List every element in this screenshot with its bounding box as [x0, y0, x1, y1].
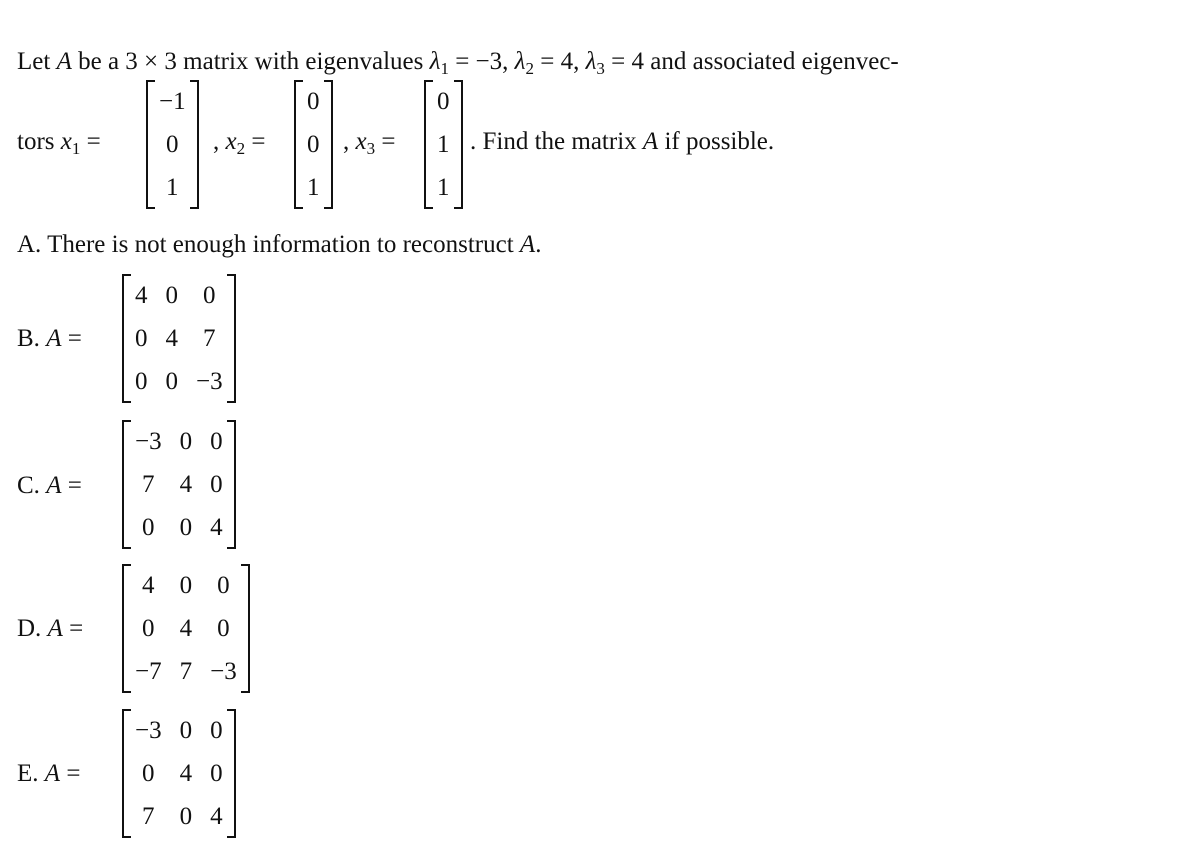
- text-segment: A: [47, 615, 63, 642]
- matrix-entry: 4: [142, 572, 155, 599]
- matrix-row: [150, 166, 195, 209]
- matrix-entry: 0: [179, 514, 193, 541]
- matrix-row: [428, 166, 459, 209]
- text-segment: 2: [236, 139, 246, 158]
- option-c-matrix: [122, 420, 236, 549]
- x3-label: [343, 128, 395, 156]
- matrix-row: [150, 80, 195, 123]
- matrix-row: [126, 752, 232, 795]
- matrix-entry: 0: [437, 88, 450, 115]
- matrix-entry: 0: [217, 572, 230, 599]
- eigenvector-x3: [424, 80, 463, 209]
- text-segment: A. There is not enough information to reconstruct: [17, 231, 520, 258]
- option-a[interactable]: [17, 230, 541, 260]
- text-segment: . Find the matrix: [470, 128, 643, 155]
- matrix-entry: 0: [210, 760, 223, 787]
- text-segment: =: [80, 128, 101, 155]
- matrix-row: [126, 274, 232, 317]
- text-segment: x: [60, 128, 72, 155]
- matrix-entry: 1: [437, 174, 450, 201]
- text-segment: λ: [429, 48, 441, 75]
- text-segment: 1: [71, 139, 81, 158]
- option-d-label[interactable]: [17, 615, 83, 643]
- matrix-entry: 7: [142, 803, 155, 830]
- text-segment: λ: [514, 48, 526, 75]
- text-segment: A: [46, 472, 62, 499]
- matrix-entry: 0: [307, 88, 320, 115]
- text-segment: =: [61, 325, 82, 352]
- matrix-entry: 0: [142, 615, 155, 642]
- matrix-entry: −3: [210, 658, 237, 685]
- matrix-entry: 1: [437, 131, 450, 158]
- matrix-entry: 1: [307, 174, 320, 201]
- matrix-entry: 0: [210, 428, 223, 455]
- text-segment: x: [355, 128, 367, 155]
- text-segment: A: [56, 48, 72, 75]
- matrix-entry: 7: [179, 658, 193, 685]
- text-segment: =: [245, 128, 266, 155]
- text-segment: =: [62, 615, 84, 642]
- matrix-entry: 7: [203, 325, 216, 352]
- matrix-entry: 0: [203, 282, 216, 309]
- matrix-row: [126, 420, 232, 463]
- text-segment: ,: [213, 128, 226, 155]
- matrix-entry: 0: [165, 282, 178, 309]
- matrix-entry: 0: [142, 760, 155, 787]
- text-segment: A: [642, 128, 659, 155]
- matrix-entry: 0: [165, 368, 178, 395]
- text-segment: ,: [343, 128, 356, 155]
- matrix-entry: 4: [210, 803, 223, 830]
- matrix-row: [126, 564, 246, 607]
- matrix-row: [126, 795, 232, 838]
- matrix-entry: 4: [179, 760, 193, 787]
- question-text: [17, 47, 899, 77]
- matrix-entry: 4: [210, 514, 223, 541]
- matrix-entry: 4: [179, 471, 193, 498]
- text-segment: = 4 and associated eigenvec-: [604, 48, 899, 75]
- text-segment: = 4,: [533, 48, 586, 75]
- matrix-entry: 0: [135, 325, 148, 352]
- matrix-entry: 4: [179, 615, 193, 642]
- matrix-row: [126, 650, 246, 693]
- option-b-label[interactable]: [17, 325, 82, 353]
- matrix-entry: 0: [179, 572, 193, 599]
- text-segment: =: [61, 472, 82, 499]
- matrix-entry: 0: [210, 471, 223, 498]
- matrix-row: [126, 709, 232, 752]
- matrix-entry: −3: [135, 717, 162, 744]
- text-segment: tors: [17, 128, 61, 155]
- matrix-entry: 0: [217, 615, 230, 642]
- matrix-entry: −3: [196, 368, 223, 395]
- text-segment: .: [535, 231, 542, 258]
- matrix-entry: 4: [165, 325, 178, 352]
- matrix-entry: 1: [166, 174, 179, 201]
- x2-label: [213, 128, 265, 156]
- matrix-row: [428, 123, 459, 166]
- eigenvector-x1: [146, 80, 199, 209]
- text-segment: 3: [366, 139, 376, 158]
- matrix-row: [126, 317, 232, 360]
- matrix-entry: −1: [159, 88, 186, 115]
- matrix-row: [298, 80, 329, 123]
- text-segment: B.: [17, 325, 47, 352]
- text-segment: = −3,: [448, 48, 515, 75]
- text-segment: if possible.: [658, 128, 775, 155]
- text-segment: C.: [17, 472, 47, 499]
- matrix-entry: 4: [135, 282, 148, 309]
- matrix-entry: 0: [166, 131, 179, 158]
- matrix-entry: 0: [210, 717, 223, 744]
- text-segment: A: [44, 760, 61, 787]
- text-segment: E.: [17, 760, 45, 787]
- matrix-entry: 0: [179, 717, 193, 744]
- matrix-entry: 0: [142, 514, 155, 541]
- x1-label: [17, 128, 101, 156]
- matrix-row: [126, 506, 232, 549]
- text-segment: be a 3 × 3 matrix with eigenvalues: [71, 48, 430, 75]
- matrix-row: [126, 360, 232, 403]
- option-e-label[interactable]: [17, 760, 80, 788]
- text-segment: 2: [525, 59, 534, 78]
- matrix-entry: 7: [142, 471, 155, 498]
- text-segment: A: [46, 325, 62, 352]
- matrix-row: [428, 80, 459, 123]
- matrix-row: [298, 166, 329, 209]
- eigenvector-x2: [294, 80, 333, 209]
- option-e-matrix: [122, 709, 236, 838]
- matrix-row: [298, 123, 329, 166]
- option-c-label[interactable]: [17, 472, 82, 500]
- matrix-row: [126, 607, 246, 650]
- text-segment: Let: [17, 48, 57, 75]
- text-segment: A: [519, 231, 536, 258]
- option-d-matrix: [122, 564, 250, 693]
- matrix-entry: 0: [307, 131, 320, 158]
- text-segment: D.: [17, 615, 48, 642]
- matrix-row: [126, 463, 232, 506]
- text-segment: x: [225, 128, 237, 155]
- text-segment: =: [60, 760, 81, 787]
- matrix-entry: 0: [179, 803, 193, 830]
- text-segment: =: [375, 128, 396, 155]
- matrix-entry: −7: [135, 658, 162, 685]
- option-b-matrix: [122, 274, 236, 403]
- text-segment: 1: [440, 59, 449, 78]
- matrix-entry: 0: [135, 368, 148, 395]
- matrix-entry: −3: [135, 428, 162, 455]
- matrix-entry: 0: [179, 428, 193, 455]
- text-segment: λ: [585, 48, 597, 75]
- question-tail: [470, 128, 774, 156]
- matrix-row: [150, 123, 195, 166]
- text-segment: 3: [596, 59, 605, 78]
